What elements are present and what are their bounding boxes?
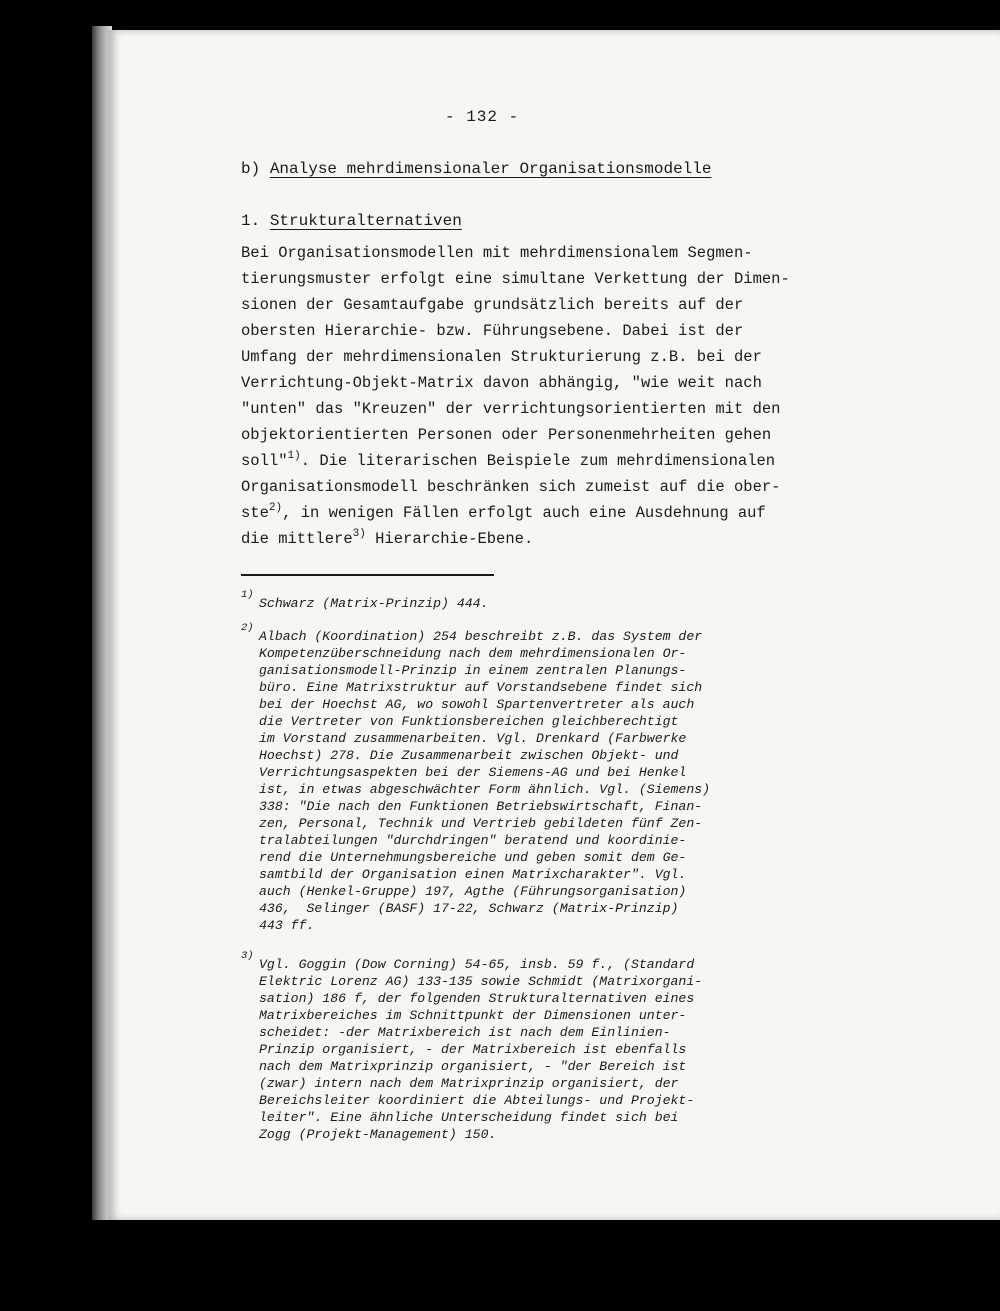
footnote-2	[241, 622, 851, 934]
footnote-line: bei der Hoechst AG, wo sowohl Spartenvertreter als auch	[259, 697, 695, 712]
footnote-ref-2[interactable]: 2)	[268, 502, 283, 514]
footnote-line: die Vertreter von Funktionsbereichen gleichberechtigt	[259, 714, 679, 729]
body-line	[241, 500, 851, 526]
footnote-line: Prinzip organisiert, - der Matrixbereich ist ebenfalls	[259, 1042, 687, 1057]
subsection-title: Strukturalternativen	[269, 212, 462, 230]
footnote-line: im Vorstand zusammenarbeiten. Vgl. Drenkard (Farbwerke	[259, 731, 687, 746]
footnote-ref-1[interactable]: 1)	[287, 450, 301, 462]
subsection-heading	[241, 212, 462, 230]
body-text: ste	[241, 504, 269, 522]
footnote-line: tralabteilungen "durchdringen" beratend und koordinie-	[259, 833, 687, 848]
footnote-line: büro. Eine Matrixstruktur auf Vorstandsebene findet sich	[259, 680, 703, 695]
footnote-3	[241, 950, 851, 1143]
footnote-divider	[241, 574, 494, 576]
footnote-mark: 1)	[241, 589, 254, 601]
section-heading	[241, 160, 711, 178]
footnote-line: ganisationsmodell-Prinzip in einem zentralen Planungs-	[259, 663, 687, 678]
footnote-line: scheidet: -der Matrixbereich ist nach dem Einlinien-	[259, 1025, 671, 1040]
footnote-line: (zwar) intern nach dem Matrixprinzip organisiert, der	[259, 1076, 679, 1091]
section-title: Analyse mehrdimensionaler Organisationsmodelle	[269, 160, 712, 178]
body-text: Hierarchie-Ebene.	[365, 530, 534, 548]
footnote-line: Zogg (Projekt-Management) 150.	[259, 1127, 497, 1142]
footnote-line: zen, Personal, Technik und Vertrieb gebildeten fünf Zen-	[259, 816, 703, 831]
page-number: - 132 -	[445, 108, 520, 126]
footnote-line: Bereichsleiter koordiniert die Abteilungs- und Projekt-	[259, 1093, 695, 1108]
body-text: , in wenigen Fällen erfolgt auch eine Ausdehnung auf	[282, 504, 766, 522]
footnote-mark: 3)	[241, 950, 254, 962]
body-line: sionen der Gesamtaufgabe grundsätzlich bereits auf der	[241, 296, 744, 314]
footnote-ref-3[interactable]: 3)	[352, 528, 366, 540]
body-line: objektorientierten Personen oder Personenmehrheiten gehen	[241, 426, 772, 444]
section-prefix: b)	[241, 160, 270, 178]
footnote-line: nach dem Matrixprinzip organisiert, - "der Bereich ist	[259, 1059, 687, 1074]
document-page	[108, 30, 1000, 1220]
body-line: Umfang der mehrdimensionalen Strukturierung z.B. bei der	[241, 348, 762, 366]
footnote-line: sation) 186 f, der folgenden Strukturalternativen eines	[259, 991, 695, 1006]
body-line: tierungsmuster erfolgt eine simultane Verkettung der Dimen-	[241, 270, 790, 288]
subsection-prefix: 1.	[241, 212, 270, 230]
footnote-line: 443 ff.	[259, 918, 315, 933]
footnote-line: auch (Henkel-Gruppe) 197, Agthe (Führungsorganisation)	[259, 884, 687, 899]
footnote-line: rend die Unternehmungsbereiche und geben somit dem Ge-	[259, 850, 687, 865]
body-line	[241, 448, 851, 474]
footnote-line: Vgl. Goggin (Dow Corning) 54-65, insb. 59 f., (Standard	[259, 957, 695, 972]
body-paragraph	[241, 240, 851, 552]
footnote-line: Matrixbereiches im Schnittpunkt der Dimensionen unter-	[259, 1008, 687, 1023]
body-line	[241, 526, 851, 552]
footnote-1	[241, 589, 851, 612]
body-text: . Die literarischen Beispiele zum mehrdimensionalen	[300, 452, 776, 470]
body-text: soll"	[241, 452, 288, 470]
footnote-line: 338: "Die nach den Funktionen Betriebswirtschaft, Finan-	[259, 799, 703, 814]
body-line: "unten" das "Kreuzen" der verrichtungsorientierten mit den	[241, 400, 781, 418]
footnote-line: Hoechst) 278. Die Zusammenarbeit zwischen Objekt- und	[259, 748, 679, 763]
footnote-line: ist, in etwas abgeschwächter Form ähnlich. Vgl. (Siemens)	[259, 782, 711, 797]
body-line: Verrichtung-Objekt-Matrix davon abhängig, "wie weit nach	[241, 374, 762, 392]
footnote-line: Kompetenzüberschneidung nach dem mehrdimensionalen Or-	[259, 646, 687, 661]
footnote-line: Elektric Lorenz AG) 133-135 sowie Schmidt (Matrixorgani-	[259, 974, 703, 989]
footnote-line: leiter". Eine ähnliche Unterscheidung findet sich bei	[259, 1110, 679, 1125]
footnote-line: Schwarz (Matrix-Prinzip) 444.	[259, 596, 489, 611]
body-line: obersten Hierarchie- bzw. Führungsebene. Dabei ist der	[241, 322, 744, 340]
footnote-line: samtbild der Organisation einen Matrixcharakter". Vgl.	[259, 867, 687, 882]
body-line: Bei Organisationsmodellen mit mehrdimensionalem Segmen-	[241, 244, 753, 262]
footnote-line: 436, Selinger (BASF) 17-22, Schwarz (Matrix-Prinzip)	[259, 901, 679, 916]
body-line: Organisationsmodell beschränken sich zumeist auf die ober-	[241, 478, 781, 496]
body-text: die mittlere	[241, 530, 353, 548]
footnote-mark: 2)	[241, 622, 254, 634]
footnote-line: Verrichtungsaspekten bei der Siemens-AG und bei Henkel	[259, 765, 687, 780]
footnote-line: Albach (Koordination) 254 beschreibt z.B. das System der	[259, 629, 703, 644]
